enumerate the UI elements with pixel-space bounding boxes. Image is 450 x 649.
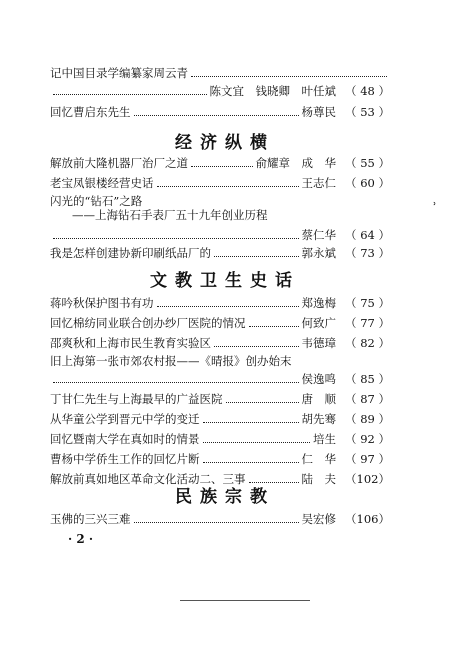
entry-author: 蔡仁华 [301,228,336,242]
entry-page: （ 97 ） [345,452,390,466]
toc-entry [50,62,390,80]
toc-entry [50,292,390,310]
entry-author: 杨尊民 [301,105,336,119]
entry-page: （ 53 ） [345,105,390,119]
entry-page: （102） [345,472,390,486]
entry-page: （ 82 ） [345,336,390,350]
entry-author: 侯逸鸣 [301,372,336,386]
toc-entry [50,332,390,350]
entry-title: 从华童公学到晋元中学的变迁 [50,412,200,426]
dot-leader [214,346,299,347]
entry-page: （ 87 ） [345,392,390,406]
toc-entry [50,508,390,526]
entry-page: （ 55 ） [345,156,390,170]
entry-author: 陆 夫 [301,472,336,486]
toc-entry [50,312,390,330]
entry-title: 蒋吟秋保护图书有功 [50,296,154,310]
entry-author: 韦德璋 [301,336,336,350]
entry-title: 回忆曹启东先生 [50,105,131,119]
dot-leader [134,522,299,523]
entry-page: （ 92 ） [345,432,390,446]
entry-title: 记中国目录学编纂家周云青 [50,66,188,80]
entry-author: 培生 [313,432,336,446]
entry-author: 何致广 [301,316,336,330]
section-heading: 文教卫生史话 [150,271,300,291]
dot-leader [191,76,387,77]
toc-entry [50,190,390,208]
entry-page: （ 48 ） [345,84,390,98]
entry-title: 我是怎样创建协新印刷纸品厂的 [50,246,211,260]
entry-page: （ 73 ） [345,246,390,260]
entry-title: 回忆棉纺同业联合创办纱厂医院的情况 [50,316,246,330]
entry-title: 曹杨中学侨生工作的回忆片断 [50,452,200,466]
toc-entry [50,368,390,386]
section-heading: 经济纵横 [175,133,275,153]
dot-leader [53,238,299,239]
toc-entry [50,152,390,170]
entry-title: 邵爽秋和上海市民生教育实验区 [50,336,211,350]
dot-leader [157,186,299,187]
entry-subtitle: ——上海钻石手表厂五十九年创业历程 [72,208,268,222]
entry-author: 胡先骞 [301,412,336,426]
page-number: · 2 · [68,532,94,546]
toc-entry [50,428,390,446]
entry-author: 陈文宜 钱晓卿 叶任斌 [209,84,336,98]
toc-entry [50,80,390,98]
section-heading: 民族宗教 [175,487,275,507]
toc-entry [50,172,390,190]
entry-author: 郭永斌 [301,246,336,260]
dot-leader [203,462,299,463]
entry-author: 仁 华 [301,452,336,466]
toc-entry [50,242,390,260]
dot-leader [214,256,299,257]
entry-title: 旧上海第一张市郊农村报——《晴报》创办始末 [50,354,292,368]
dot-leader [53,382,299,383]
toc-entry [50,388,390,406]
dot-leader [203,442,311,443]
entry-title: 解放前真如地区革命文化活动二、三事 [50,472,246,486]
entry-author: 郑逸梅 [301,296,336,310]
entry-title: 闪光的“钻石”之路 [50,194,143,208]
entry-title: 回忆暨南大学在真如时的情景 [50,432,200,446]
entry-title: 老宝凤银楼经营史话 [50,176,154,190]
dot-leader [157,306,299,307]
entry-page: （ 77 ） [345,316,390,330]
entry-page: （106） [345,512,390,526]
edge-mark: ʾ [433,200,437,214]
toc-entry [50,350,390,368]
bottom-rule [180,600,310,601]
entry-title: 玉佛的三兴三难 [50,512,131,526]
toc-entry [50,448,390,466]
entry-author: 吴宏修 [301,512,336,526]
entry-page: （ 75 ） [345,296,390,310]
entry-page: （ 85 ） [345,372,390,386]
entry-title: 解放前大隆机器厂治厂之道 [50,156,188,170]
entry-author: 王志仁 [301,176,336,190]
entry-author: 唐 顺 [301,392,336,406]
dot-leader [53,94,207,95]
entry-author: 俞耀章 成 华 [255,156,336,170]
entry-page: （ 89 ） [345,412,390,426]
toc-entry [50,408,390,426]
dot-leader [203,422,299,423]
toc-entry [50,101,390,119]
entry-page: （ 64 ） [345,228,390,242]
dot-leader [226,402,299,403]
entry-title: 丁甘仁先生与上海最早的广益医院 [50,392,223,406]
entry-page: （ 60 ） [345,176,390,190]
dot-leader [134,115,299,116]
dot-leader [191,166,253,167]
dot-leader [249,326,299,327]
toc-entry [50,224,390,242]
